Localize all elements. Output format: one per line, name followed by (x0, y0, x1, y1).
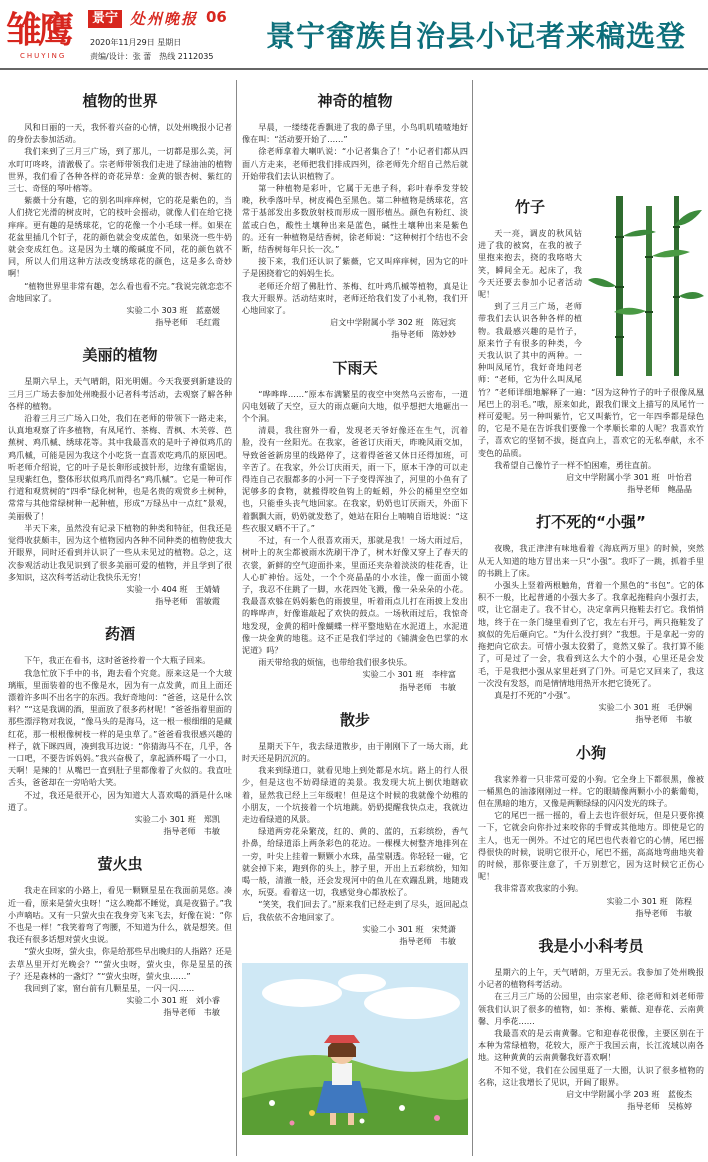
article-title: 散步 (339, 710, 370, 729)
teacher-line: 指导老师 韦敏 (163, 826, 220, 837)
article-title: 药酒 (104, 625, 135, 644)
teacher-line: 指导老师 韦敏 (163, 1007, 220, 1018)
paragraph: 接下来，我们还认识了紫薇，它又叫痒痒树，因为它的叶子是困挠着它的妈妈生长。 (242, 256, 468, 279)
article (8, 853, 232, 1018)
paragraph: 沿着三月三广场入口处，我们在老师的带领下一路走来，认真地观察了许多植物，有凤尾竹、茶梅、青枫、木芙蓉、芭蕉树、鸡爪槭、绣球花等。其中我最喜欢的是叶子神似鸡爪的鸡爪槭，可能是因为我这个小吃货一直喜欢吃鸡爪的原因吧。听老师介绍说，它的叶子是长卵形或披针形，边缘有重锯齿，呈现紫红色，整体形状似鸡爪而得名“鸡爪槭”。它是一种可作行道和观赏树的“四季”绿化树种，也是名贵的观赏乡土树种，常常与其他常绿树种一起种植，形成“万绿丛中一点红”景观，美丽极了！ (8, 413, 232, 521)
author-line: 实验二小 301 班 毛伊娴 (598, 702, 692, 713)
article (242, 357, 468, 693)
column-divider (472, 80, 473, 1156)
paragraph: 星期六早上，天气晴朗，阳光明媚。今天我要到新建设的三月三广场去参加处州晚报小记者科考活动，去观察了解各种各样的植物。 (8, 376, 232, 411)
author-line: 启文中学附属小学 302 班 陈冠宾 (330, 317, 456, 328)
column-left (8, 86, 232, 1035)
column-middle (242, 86, 468, 1135)
teacher-line: 指导老师 韦敏 (399, 681, 456, 692)
article-body (8, 654, 232, 813)
article (478, 196, 704, 495)
paragraph: 真是打不死的“小强”。 (494, 689, 576, 700)
article-body (478, 542, 704, 701)
paragraph: 我急忙放下手中的书，跑去看个究竟。原来这是一个大玻璃瓶，里面装着的也不像是水，因为有一点发黄，而且上面还漂着许多叫不出名字的东西。我好奇地问：“爸爸，这是什么饮料？”“这是我调的酒，里面放了很多药材呢！”爸爸指着里面的那些漂浮物对我说，“像马头的是海马，这一根一根细细的是藏红花，那一根根像树枝一样的是虫草了。”爸爸看我很感兴趣的样子，就下眯四周，凑到我耳边说：“你猜海马不在，几乎，各一口吧，不要告诉妈妈。”我兴奋极了，拿起酒杯喝了一小口，天啊！是辣的！从嘴巴一直到肚子里都像着了火似的。我直吐舌头，爸爸却在一旁哈哈大笑。 (8, 667, 232, 788)
teacher-line: 指导老师 韦敏 (635, 714, 692, 725)
paragraph: 雨天带给我的烦恼，也带给我们很多快乐。 (258, 657, 412, 668)
paragraph: 我家养着一只非常可爱的小狗。它全身上下都很黑，像被一桶黑色的油漆刚刚过一样。它的眼睛像两颗小小的紫葡萄，但在黑暗的地方，又像是两颗绿绿的闪闪发光的珠子。 (478, 773, 704, 808)
paragraph: 早晨，一缕缕花香飘进了我的鼻子里，小鸟叽叽喳喳地好像在叫：“活动要开始了……” (242, 122, 468, 145)
paragraph: 天一亮，调皮的秋风钻进了我的被窝，在我的被子里抱来抱去，挠的我咯咯大笑，瞬间全无。起床了，我今天还要去参加小记者活动呢！ (478, 228, 582, 300)
article-title: 神奇的植物 (317, 92, 393, 110)
teacher-line: 指导老师 陈妙妙 (391, 329, 456, 340)
paragraph: 我最喜欢的是云南黄馨。它和迎春花很像，主要区别在于本种为常绿植物，花较大，原产于我国云南，长江流域以南各地。这种黄黄的云南黄馨我好喜欢啊！ (478, 1027, 704, 1063)
masthead (0, 0, 708, 72)
paragraph: “笑笑，我们回去了。”原来我们已经走到了尽头，返回起点后，我依依不舍地回家了。 (242, 899, 468, 922)
bamboo-illustration (586, 196, 704, 376)
author-line: 实验二小 301 班 李梓富 (362, 669, 456, 680)
section-tag: 景宁 (88, 10, 122, 28)
paragraph: 绿道两旁花朵繁茂，红的、黄的、蓝的，五彩缤纷，香气扑鼻，给绿道添上两条彩色的花边。一棵棵大树整齐地排列在一旁，叶尖上挂着一颗颗小水珠，晶莹剔透。你轻轻一碰，它就会掉下来，跑到你的头上，脖子里，开出上五彩缤纷，知知喝一般，清澈一般，还会发现河中的鱼儿在欢蹦乱跳，地随戏水，玩耍。看着这一切，我感觉身心都放松了。 (242, 826, 468, 898)
article (242, 90, 468, 341)
article-title: 下雨天 (332, 358, 378, 377)
paper-name: 处州晚报 (130, 10, 199, 28)
author-line: 实验二小 303 班 蓝嘉媛 (126, 305, 220, 316)
editor-line: 责编/设计：张 蕾 热线 2112035 (90, 52, 214, 61)
paragraph: 不过，有一个人很喜欢雨天，那就是我！一场大雨过后，树叶上的灰尘都被雨水洗刷干净了，树木好像又穿上了春天的衣裳，新鲜的空气迎面扑来，里面还夹杂着淡淡的桂花香，让人心旷神怡。远处，一个个亮晶晶的小水洼，像一面面小镜子，我忍不住跳了一脚，水花四处飞溅，像一朵朵朵的小花。我最喜欢躲在妈妈紫色的雨披里，听着雨点儿打在雨披上发出的哗哗声，好像谁敲起了欢快的鼓点。一场秋雨过后，我惊奇地发现，金黄的稻叶像蝴蝶一样平整地贴在水泥道上，水泥道像一块金黄的地毯。这不正是我们学过的《铺满金色巴掌的水泥道》吗？ (242, 535, 468, 655)
paragraph: 它的尾巴一摇一摇的，看上去也许很好玩，但是只要你摸一下，它就会向你扑过来咬你的手臂或其他地方。即使是它的主人，也无一例外。不过它的尾巴也代表着它的心情，尾巴摇得很快的时候，说明它很开心，尾巴不摇，高高地弯曲地夹着的时候，那你要注意了，千万别惹它，因为这时候它正伤心呢！ (478, 810, 704, 882)
article-body (8, 884, 232, 994)
paragraph: 到了三月三广场，老师带我们去认识各种各样的植物。我最感兴趣的是竹子，原来竹子有很多的种类，今天我认识了其中的两种。一种叫凤尾竹，我好奇地问老师：“老师，它为什么叫凤尾竹？”老师详细地解释了一遍：“因为这种竹子的叶子很像凤凰尾巴上的羽毛。”哦，原来如此，跟我们课文上描写的凤尾竹一样可爱呢。另一种叫紫竹，它又叫紫竹，它一年四季都是绿色的，它是不是在告诉我们要像一个孝顺长辈的人呢？我喜欢竹子，喜欢它的坚韧不拔，挺直向上，喜欢它的无私奉献，永不变色的品质。 (478, 301, 704, 458)
paragraph: 我来到绿道口，就看见地上到处都是水坑。路上的行人很少，但是这也不妨碍绿道的美景。我发现大坑上倒伏地瞎砍着，显然我已经上三年级啦！但是这个时候的我就像个幼稚的小朋友，一个坑接着一个坑地跳。奶奶提醒我快点走，我就边走边看绿道的风景。 (242, 765, 468, 824)
article-title: 我是小小科考员 (538, 936, 644, 955)
author-line: 实验一小 404 班 王婧婧 (126, 583, 220, 594)
author-line: 启文中学附属小学 301 班 叶怡君 (566, 472, 692, 483)
paragraph: 风和日丽的一天，我怀着兴奋的心情，以处州晚报小记者的身份去参加活动。 (8, 122, 232, 145)
article (8, 344, 232, 607)
logo-text: 雏鹰 (6, 9, 71, 51)
article-title: 萤火虫 (97, 855, 143, 874)
paragraph: “萤火虫呀，萤火虫，你是给那些早出晚归的人指路？还是去草丛里开灯光晚会？”“萤火虫呀，萤火虫，你是星星的孩子？还是森林的一盏灯？”“萤火虫呀，萤火虫……” (8, 946, 232, 981)
issue-date: 2020年11月29日 星期日 (90, 38, 182, 47)
article-body (8, 121, 232, 304)
column-divider (236, 80, 237, 1156)
author-line: 启文中学附属小学 203 班 蓝俊杰 (566, 1088, 692, 1099)
article (8, 623, 232, 837)
page-title: 景宁畲族自治县小记者来稿选登 (265, 19, 686, 53)
article-title: 美丽的植物 (82, 346, 158, 365)
header-rule (0, 68, 708, 70)
paragraph: 第一种植物是彩叶，它属于无患子科，彩叶春季发芽较晚，秋季落叶早，树皮褐色至黑色。第二种植物是绣球花，宫常于基部发出多数放射枝而形成一圆形植丛。颜色有粉红、淡蓝或白色，酸性土壤种出来是蓝色，碱性土壤种出来是紫色的。还有一种植物是结香树，徐老师说：“这种树打个结也不会断，结香树每年只长一次。” (242, 183, 468, 255)
logo (2, 2, 80, 60)
paragraph: 半天下来，虽然没有记录下植物的种类和特征，但我还是觉得收获颇丰，因为这个植物园内各种不同种类的植物使我大开眼界，同时还看到并认识了一些从未见过的植物。总之，这次参观活动让我见识到了很多美丽可爱的植物，并且学到了很多知识，这次科考活动让我快乐无穷！ (8, 522, 232, 582)
teacher-line: 指导老师 鲍晶晶 (627, 484, 692, 495)
paragraph: 不知不觉，我们在公园里逛了一大圈，认识了很多植物的名称，这让我增长了见识，开阔了眼界。 (478, 1064, 704, 1087)
paragraph: 徐老师拿着大喇叭说：“小记者集合了！”小记者们都从四面八方走来，老师把我们排成四列，徐老师先介绍自己然后就开始带我们去认识植物了。 (242, 146, 468, 181)
paragraph: 我希望自己像竹子一样不怕困难，勇往直前。 (494, 459, 657, 470)
paragraph: 在三月三广场的公园里，由宗家老师、徐老师和刘老师带领我们认识了很多的植物，如：茶梅、紫薇、迎春花、云南黄馨、月季花…… (478, 991, 704, 1026)
article (478, 742, 704, 919)
teacher-line: 指导老师 韦敏 (635, 907, 692, 918)
teacher-line: 指导老师 韦敏 (399, 935, 456, 946)
article-title: 竹子 (514, 198, 545, 216)
paragraph: 我回到了家，窗台前有几颗星星，一闪一闪…… (24, 982, 195, 993)
column-right (478, 86, 704, 1128)
author-line: 实验二小 301 班 郑凯 (134, 813, 220, 824)
article-body (478, 773, 704, 895)
paragraph: 星期天下午，我去绿道散步，由于刚刚下了一场大雨，此时天还是阴沉沉的。 (242, 740, 468, 763)
article-title: 小狗 (575, 743, 606, 762)
paragraph: 清晨，我往窗外一看，发现老天爷好像还在生气，沉着脸，没有一丝阳光。在我家，爸爸订庆雨天，昨晚风雨交加，导致爸爸新房里的线路停了，这着得爸爸又休日还得加班，可辛苦了。在我家，外公订庆雨天，雨一下，原本干净的可以走得连自己衣服都多的小河一下子变得浑浊了，河里的小鱼有了泥够多的食物，就搬得咬鱼钩上的蚯蚓，外公的桶里空空如也，只能垂头丧气地回家。在我家，奶奶也订厌雨天，外面下着飘飘大雨，奶奶就发愁了，她站在阳台上喃喃自语地说：“这些衣服又晒不干了。” (242, 425, 468, 533)
girl-in-meadow-illustration (242, 963, 468, 1135)
author-line: 实验二小 301 班 宋梵潇 (362, 923, 456, 934)
paragraph: 不过，我还是很开心，因为知道大人喜欢喝的酒是什么味道了。 (8, 789, 232, 812)
paragraph: 老师还介绍了佛肚竹、茶梅、红叶鸡爪槭等植物，真是让我大开眼界。活动结束时，老师还给我们发了小礼物，我们开心地回家了。 (242, 280, 468, 316)
paragraph: 小强头上竖着两根触角，背着一个黑色的“书包”。它的体积不一般，比起普通的小强大多了。我拿起拖鞋向小强打去，哎，让它溜走了。我不甘心，决定拿两只拖鞋去打它。我悄悄地，终于在一条门缝里看到了它，我左右开弓，两只拖鞋发了疯似的先后砸向它。“为什么没打到？”我想。于是拿起一旁的拖把向它砍去。可惜小强太狡猾了，竟然又躲了。我打算不能了，可是过了一会，我看到这么大个的小强，心里还是会发毛，于是我把小强从家里赶到了门外。可是它又回来了，我这一次没有发怒，而是情情地用热开水把它烫死了。 (478, 580, 704, 688)
paragraph: “植物世界里非常有趣，怎么看也看不完。”我说完就恋恋不舍地回家了。 (8, 280, 232, 303)
logo-pinyin: CHUYING (20, 52, 67, 60)
article (242, 709, 468, 947)
paragraph: 我们来到了三月三广场，到了那儿，一切都是那么美，河水叮叮咚咚，清澈极了。宗老师带领我们走进了绿油油的植物世界，我们看了各种各样的奇花异草：金黄的银杏树、紫红的三七、奇怪的琴叶榕等。 (8, 146, 232, 194)
article-body (242, 740, 468, 923)
paragraph: 紫薇十分有趣，它的别名叫痒痒树，它的花是紫色的，当人们挠它光滑的树皮时，它的枝叶会摇动，就像人们在给它挠痒痒。更有趣的是绣球花，它的花像一个小毛球一样。如果在花盆里插几个钉子，花的颜色就会变成蓝色，如果浇一些牛奶就会变成红色。这是因为土壤的酸碱度不同，花的颜色就不同，所以人们用这种方法改变绣球花的颜色，这是多么奇妙啊！ (8, 195, 232, 279)
teacher-line: 指导老师 吴栋婷 (627, 1101, 692, 1112)
article-body (8, 375, 232, 582)
article-body (242, 388, 468, 669)
teacher-line: 指导老师 雷敏霞 (155, 596, 220, 607)
article (478, 511, 704, 725)
article (478, 935, 704, 1112)
teacher-line: 指导老师 毛红霞 (155, 317, 220, 328)
paragraph: 夜晚，我正津津有味地看着《海底两万里》的时候，突然从无人知道的地方冒出来一只“小强”。我吓了一跳，抓着手里的书跳上了床。 (478, 543, 704, 578)
article-title: 打不死的“小强” (536, 513, 646, 532)
paragraph: 我非常喜欢我家的小狗。 (494, 883, 584, 894)
paragraph: 我走在回家的小路上，看见一颗颗星星在我面前晃悠。凑近一看，原来是萤火虫呀！“这么晚都不睡觉，真是夜猫子。”我小声嘀咕。又有一只萤火虫在我身旁飞来飞去，好像在说：“你不也是一样！”我笑着弯了弯腰，不知道为什么，就是想笑。但我还有很多话想对萤火虫说。 (8, 885, 232, 945)
article-body (478, 966, 704, 1088)
author-line: 实验二小 301 班 陈程 (606, 895, 692, 906)
article-title: 植物的世界 (82, 92, 158, 110)
page-number: 06 (206, 8, 227, 26)
paragraph: 下午，我正在看书，这时爸爸拎着一个大瓶子回来。 (24, 655, 211, 666)
article (8, 90, 232, 328)
article-body (242, 121, 468, 316)
author-line: 实验二小 301 班 刘小睿 (126, 995, 220, 1006)
paragraph: “哗哗哗……”原本布满繁星的夜空中突然乌云密布，一道闪电划破了天空，豆大的雨点砸向大地，似乎想把大地砸出一个个洞。 (242, 388, 468, 424)
paragraph: 星期六的上午，天气晴朗，万里无云。我参加了处州晚报小记者的植物科考活动。 (478, 966, 704, 990)
